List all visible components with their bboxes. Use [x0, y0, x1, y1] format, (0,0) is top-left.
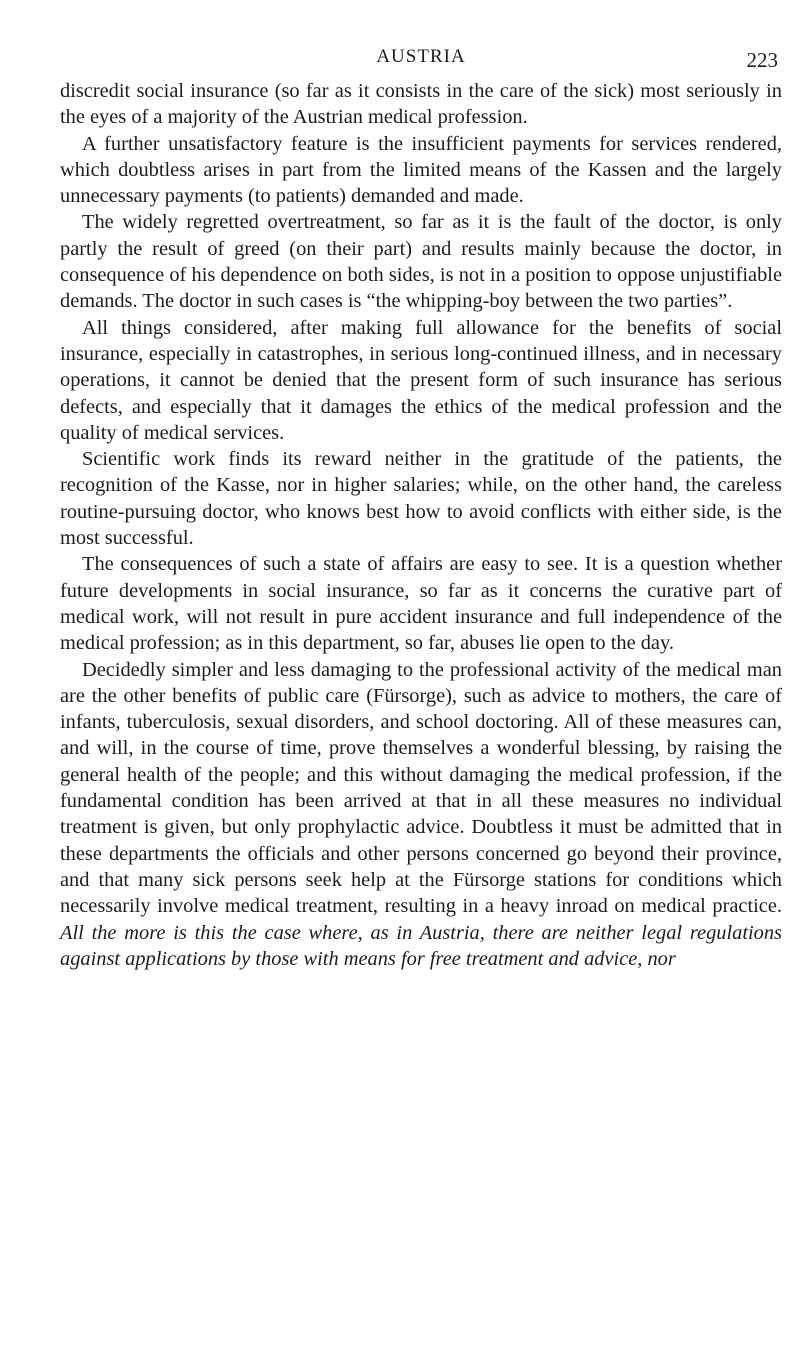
paragraph: The consequences of such a state of affairs are easy to see. It is a question whether future developments in social insurance, so far as it concerns the curative part of medical work, will not result in pure accident insurance and full independence of the medical profession; as in this department, so far, abuses lie open to the day. [60, 553, 782, 655]
paragraph [60, 657, 782, 973]
running-title: AUSTRIA [376, 46, 466, 67]
paragraph: A further unsatisfactory feature is the insufficient payments for services rendered, which doubtless arises in part from the limited means of the Kassen and the largely unnecessary payments (to patients) demanded and made. [60, 132, 782, 208]
running-head [60, 44, 782, 78]
paragraph-text: Decidedly simpler and less damaging to the professional activity of the medical man are the other benefits of public care (Fürsorge), such as advice to mothers, the care of infants, tuberculosis, sexual disorders, and school doctoring. All of these measures can, and will, in the course of time, prove themselves a wonderful blessing, by raising the general health of the people; and this without damaging the medical profession, if the fundamental condition has been arrived at that in all these measures no individual treatment is given, but only prophylactic advice. Doubtless it must be admitted that in these departments the officials and other persons concerned go beyond their province, and that many sick persons seek help at the Fürsorge stations for conditions which necessarily involve medical treatment, resulting in a heavy inroad on medical practice. [60, 658, 782, 918]
body-text [60, 78, 782, 972]
paragraph: Scientific work finds its reward neither in the gratitude of the patients, the recognition of the Kasse, nor in higher salaries; while, on the other hand, the careless routine-pursuing doctor, who knows best how to avoid conflicts with either side, is the most successful. [60, 448, 782, 550]
page-number: 223 [746, 48, 778, 72]
book-page [60, 44, 782, 972]
paragraph: The widely regretted overtreatment, so far as it is the fault of the doctor, is only partly the result of greed (on their part) and results mainly because the doctor, in consequence of his dependence on both sides, is not in a position to oppose unjustifiable demands. The doctor in such cases is “the whipping-boy between the two parties”. [60, 211, 782, 313]
paragraph: All things considered, after making full allowance for the benefits of social insurance, especially in catastrophes, in serious long-continued illness, and in necessary operations, it cannot be denied that the present form of such insurance has serious defects, and especially that it damages the ethics of the medical profession and the quality of medical services. [60, 316, 782, 444]
italic-passage: All the more is this the case where, as in Austria, there are neither legal regulations against applications by those with means for free treatment and advice, nor [60, 921, 782, 970]
paragraph: discredit social insurance (so far as it consists in the care of the sick) most seriously in the eyes of a majority of the Austrian medical profession. [60, 80, 782, 129]
